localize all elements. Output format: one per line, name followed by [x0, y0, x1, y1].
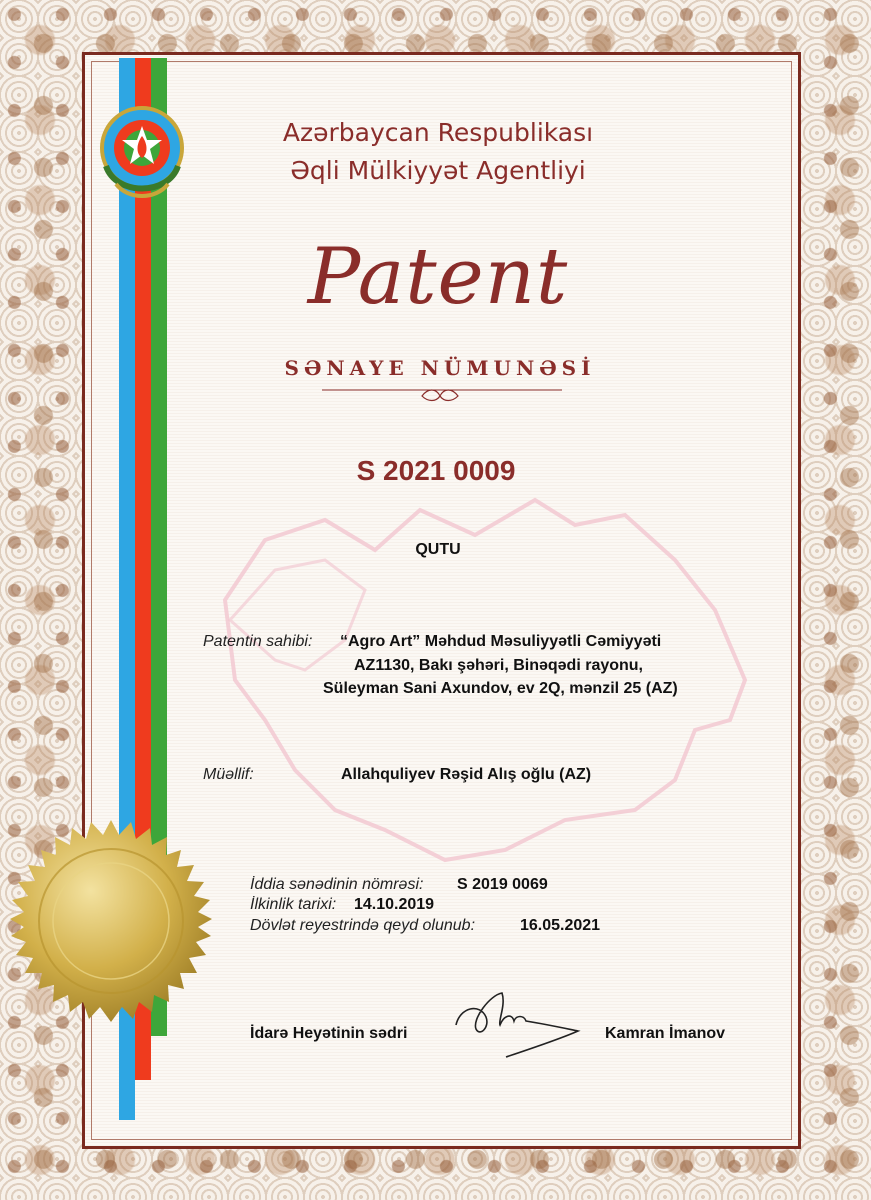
priority-date-label: İlkinlik tarixi: — [250, 896, 337, 913]
registry-date-value: 16.05.2021 — [520, 917, 601, 934]
priority-date-value: 14.10.2019 — [354, 896, 435, 913]
design-name: QUTU — [415, 541, 461, 558]
map-watermark — [205, 480, 750, 870]
holder-address-line2: Süleyman Sani Axundov, ev 2Q, mənzil 25 (AZ) — [323, 680, 678, 697]
holder-label: Patentin sahibi: — [203, 633, 313, 650]
holder-name: “Agro Art” Məhdud Məsuliyyətli Cəmiyyəti — [340, 633, 662, 650]
gold-seal-icon — [8, 818, 214, 1024]
document-subtitle: SƏNAYE NÜMUNƏSİ — [284, 356, 596, 380]
holder-address-line1: AZ1130, Bakı şəhəri, Binəqədi rayonu, — [354, 657, 643, 674]
author-name: Allahquliyev Rəşid Alış oğlu (AZ) — [341, 766, 592, 783]
ornamental-divider — [322, 384, 562, 404]
application-number-value: S 2019 0069 — [457, 876, 548, 893]
document-title: Patent — [307, 232, 569, 322]
agency-country: Azərbaycan Respublikası — [282, 118, 594, 147]
registry-date-label: Dövlət reyestrində qeyd olunub: — [250, 917, 476, 934]
signatory-name: Kamran İmanov — [605, 1025, 726, 1042]
azerbaijan-emblem-icon — [96, 104, 188, 206]
signatory-position: İdarə Heyətinin sədri — [250, 1025, 408, 1042]
registration-number: S 2021 0009 — [356, 455, 516, 486]
signature-icon — [450, 985, 590, 1065]
author-label: Müəllif: — [203, 766, 254, 783]
application-number-label: İddia sənədinin nömrəsi: — [250, 876, 424, 893]
agency-name: Əqli Mülkiyyət Agentliyi — [290, 156, 586, 185]
